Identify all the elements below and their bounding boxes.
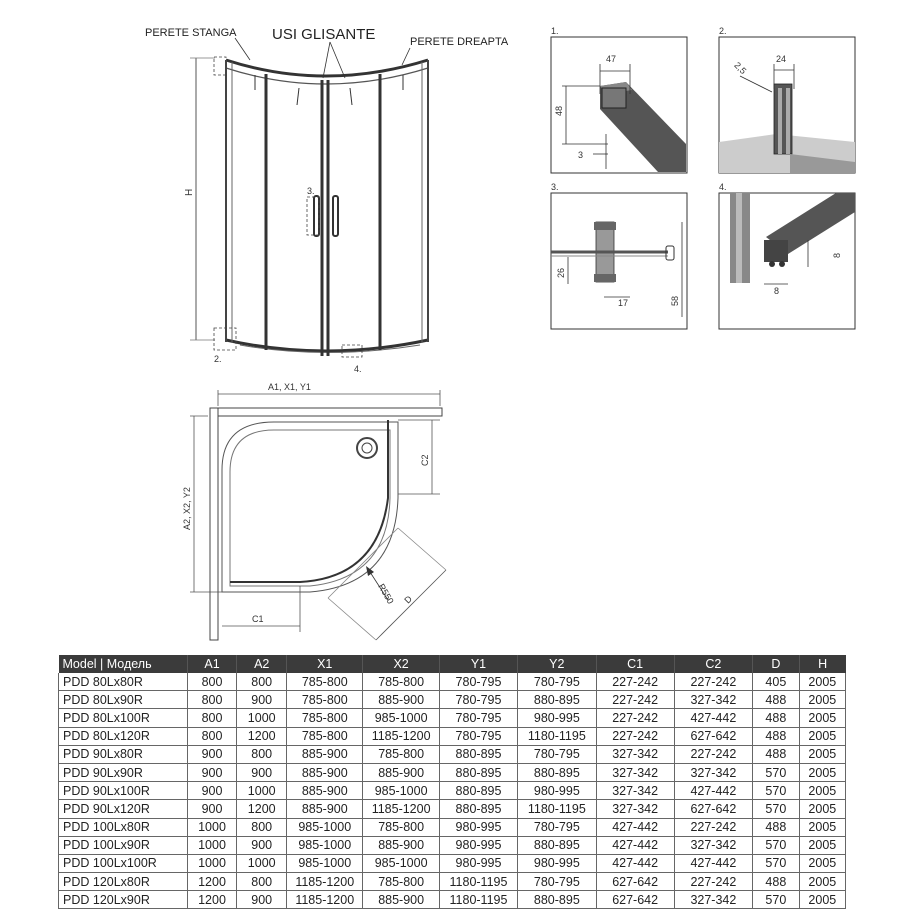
cell-a1: 800: [187, 709, 237, 727]
detail-3-dim-b: 17: [618, 298, 629, 308]
detail-2-drawing: [716, 24, 858, 176]
cell-x2: 785-800: [363, 873, 439, 891]
cell-d: 488: [753, 745, 800, 763]
detail-1-dim-c: 3: [578, 150, 584, 160]
cell-c2: 227-242: [674, 818, 752, 836]
cell-y2: 780-795: [518, 818, 596, 836]
table-row: [59, 782, 846, 800]
cell-model: PDD 90Lx80R: [59, 745, 188, 763]
cell-x1: 785-800: [287, 727, 363, 745]
cell-c2: 327-342: [674, 691, 752, 709]
cell-y1: 780-795: [439, 691, 517, 709]
cell-y2: 880-895: [518, 891, 596, 909]
cell-a1: 800: [187, 691, 237, 709]
plan-c2-label: C2: [420, 454, 430, 466]
cell-h: 2005: [799, 745, 845, 763]
cell-x2: 885-900: [363, 836, 439, 854]
cell-c2: 327-342: [674, 763, 752, 781]
cell-a1: 1200: [187, 891, 237, 909]
cell-a1: 1200: [187, 873, 237, 891]
cell-x1: 1185-1200: [287, 873, 363, 891]
table-row: [59, 891, 846, 909]
cell-a1: 800: [187, 727, 237, 745]
cell-model: PDD 80Lx120R: [59, 727, 188, 745]
table-header-row: [59, 655, 846, 673]
height-label: H: [184, 188, 195, 196]
cell-y1: 980-995: [439, 854, 517, 872]
dimensions-table: [58, 655, 846, 909]
cell-y1: 880-895: [439, 763, 517, 781]
detail-1-dim-a: 47: [606, 54, 617, 64]
detail-1-drawing: [548, 24, 690, 176]
header-a1: A1: [187, 655, 237, 673]
cell-d: 488: [753, 709, 800, 727]
cell-d: 570: [753, 763, 800, 781]
cell-c1: 427-442: [596, 854, 674, 872]
plan-c1-label: C1: [252, 614, 264, 624]
cell-model: PDD 100Lx100R: [59, 854, 188, 872]
cell-model: PDD 90Lx100R: [59, 782, 188, 800]
cell-h: 2005: [799, 873, 845, 891]
cell-d: 570: [753, 891, 800, 909]
cell-y1: 780-795: [439, 709, 517, 727]
cell-h: 2005: [799, 818, 845, 836]
cell-y2: 1180-1195: [518, 727, 596, 745]
cell-model: PDD 80Lx90R: [59, 691, 188, 709]
cell-y2: 980-995: [518, 709, 596, 727]
cell-c1: 627-642: [596, 891, 674, 909]
detail-2-number: 2.: [719, 26, 727, 36]
table-row: [59, 800, 846, 818]
cell-a1: 1000: [187, 836, 237, 854]
callout-2-label: 2.: [214, 354, 222, 364]
detail-3-dim-a: 26: [556, 267, 566, 278]
cell-x2: 885-900: [363, 763, 439, 781]
cell-y2: 780-795: [518, 873, 596, 891]
cell-d: 405: [753, 673, 800, 691]
cell-y2: 1180-1195: [518, 800, 596, 818]
cell-model: PDD 90Lx90R: [59, 763, 188, 781]
cell-a2: 1000: [237, 782, 287, 800]
table-row: [59, 873, 846, 891]
cell-x1: 985-1000: [287, 836, 363, 854]
cell-c1: 327-342: [596, 800, 674, 818]
cell-x2: 985-1000: [363, 709, 439, 727]
right-panel-label: PERETE DREAPTA: [410, 36, 509, 48]
callout-4-label: 4.: [354, 364, 362, 374]
cell-h: 2005: [799, 673, 845, 691]
plan-drawing: [170, 375, 460, 650]
cell-x1: 785-800: [287, 691, 363, 709]
cell-x1: 785-800: [287, 709, 363, 727]
table-row: [59, 854, 846, 872]
cell-c1: 227-242: [596, 709, 674, 727]
header-a2: A2: [237, 655, 287, 673]
cell-y1: 880-895: [439, 800, 517, 818]
cell-x1: 885-900: [287, 763, 363, 781]
cell-y1: 780-795: [439, 727, 517, 745]
detail-2-dim-a: 2,5: [732, 60, 749, 77]
header-model: Model | Модель: [59, 655, 188, 673]
header-x2: X2: [363, 655, 439, 673]
cell-y2: 780-795: [518, 673, 596, 691]
plan-radius-label: R550: [376, 582, 396, 606]
cell-x2: 785-800: [363, 818, 439, 836]
cell-x1: 985-1000: [287, 854, 363, 872]
detail-1-number: 1.: [551, 26, 559, 36]
table-row: [59, 727, 846, 745]
table-body: [59, 673, 846, 909]
cell-h: 2005: [799, 763, 845, 781]
cell-model: PDD 120Lx80R: [59, 873, 188, 891]
elevation-drawing: [180, 20, 540, 380]
cell-y1: 780-795: [439, 673, 517, 691]
cell-y2: 880-895: [518, 836, 596, 854]
header-c2: C2: [674, 655, 752, 673]
cell-y2: 980-995: [518, 854, 596, 872]
cell-c2: 427-442: [674, 854, 752, 872]
cell-c1: 227-242: [596, 727, 674, 745]
detail-3-number: 3.: [551, 182, 559, 192]
cell-h: 2005: [799, 709, 845, 727]
cell-d: 488: [753, 727, 800, 745]
cell-model: PDD 80Lx100R: [59, 709, 188, 727]
cell-x2: 785-800: [363, 745, 439, 763]
cell-a2: 1000: [237, 709, 287, 727]
cell-y2: 980-995: [518, 782, 596, 800]
header-x1: X1: [287, 655, 363, 673]
detail-4-dim-b: 8: [774, 286, 780, 296]
cell-c2: 227-242: [674, 873, 752, 891]
cell-h: 2005: [799, 891, 845, 909]
table-row: [59, 763, 846, 781]
cell-h: 2005: [799, 800, 845, 818]
cell-d: 570: [753, 782, 800, 800]
table-row: [59, 709, 846, 727]
detail-4-dim-a: 8: [832, 252, 842, 258]
cell-c2: 227-242: [674, 673, 752, 691]
cell-model: PDD 120Lx90R: [59, 891, 188, 909]
cell-d: 488: [753, 691, 800, 709]
cell-a2: 800: [237, 873, 287, 891]
cell-x1: 785-800: [287, 673, 363, 691]
cell-a2: 900: [237, 836, 287, 854]
cell-h: 2005: [799, 836, 845, 854]
cell-c1: 427-442: [596, 818, 674, 836]
cell-h: 2005: [799, 854, 845, 872]
cell-c2: 627-642: [674, 727, 752, 745]
cell-y1: 1180-1195: [439, 873, 517, 891]
table-row: [59, 691, 846, 709]
cell-a1: 800: [187, 673, 237, 691]
cell-a2: 900: [237, 763, 287, 781]
cell-c2: 227-242: [674, 745, 752, 763]
cell-a2: 900: [237, 891, 287, 909]
cell-x1: 885-900: [287, 800, 363, 818]
cell-x1: 885-900: [287, 782, 363, 800]
detail-4-drawing: [716, 182, 858, 332]
cell-x2: 885-900: [363, 891, 439, 909]
cell-a1: 900: [187, 800, 237, 818]
cell-a1: 900: [187, 763, 237, 781]
cell-h: 2005: [799, 727, 845, 745]
table-row: [59, 745, 846, 763]
detail-3-dim-c: 58: [670, 295, 680, 306]
cell-a1: 1000: [187, 818, 237, 836]
header-c1: C1: [596, 655, 674, 673]
cell-model: PDD 80Lx80R: [59, 673, 188, 691]
cell-c1: 227-242: [596, 691, 674, 709]
cell-a2: 800: [237, 818, 287, 836]
detail-2-dim-b: 24: [776, 54, 787, 64]
cell-c1: 227-242: [596, 673, 674, 691]
cell-x1: 885-900: [287, 745, 363, 763]
callout-3-label: 3.: [307, 186, 315, 196]
cell-y1: 1180-1195: [439, 891, 517, 909]
detail-3-drawing: [548, 182, 690, 332]
left-panel-label: PERETE STANGA: [145, 27, 237, 39]
cell-x1: 985-1000: [287, 818, 363, 836]
cell-d: 570: [753, 836, 800, 854]
cell-a1: 900: [187, 782, 237, 800]
detail-1-dim-b: 48: [554, 105, 564, 116]
cell-y1: 880-895: [439, 745, 517, 763]
cell-x2: 1185-1200: [363, 727, 439, 745]
cell-d: 570: [753, 854, 800, 872]
cell-y2: 880-895: [518, 763, 596, 781]
cell-h: 2005: [799, 782, 845, 800]
detail-4-number: 4.: [719, 182, 727, 192]
table-row: [59, 836, 846, 854]
header-y2: Y2: [518, 655, 596, 673]
cell-h: 2005: [799, 691, 845, 709]
header-d: D: [753, 655, 800, 673]
cell-a1: 900: [187, 745, 237, 763]
cell-c1: 427-442: [596, 836, 674, 854]
cell-d: 488: [753, 873, 800, 891]
doors-label: USI GLISANTE: [272, 26, 376, 43]
header-y1: Y1: [439, 655, 517, 673]
table-row: [59, 673, 846, 691]
cell-y2: 880-895: [518, 691, 596, 709]
cell-x2: 1185-1200: [363, 800, 439, 818]
cell-x2: 985-1000: [363, 782, 439, 800]
cell-a2: 800: [237, 673, 287, 691]
cell-model: PDD 90Lx120R: [59, 800, 188, 818]
cell-d: 488: [753, 818, 800, 836]
table-row: [59, 818, 846, 836]
cell-c2: 327-342: [674, 836, 752, 854]
cell-x1: 1185-1200: [287, 891, 363, 909]
cell-y1: 980-995: [439, 836, 517, 854]
cell-y1: 880-895: [439, 782, 517, 800]
cell-model: PDD 100Lx80R: [59, 818, 188, 836]
cell-model: PDD 100Lx90R: [59, 836, 188, 854]
plan-side-dimension: A2, X2, Y2: [182, 487, 192, 530]
cell-c2: 327-342: [674, 891, 752, 909]
cell-x2: 985-1000: [363, 854, 439, 872]
plan-d-label: D: [402, 593, 415, 606]
cell-d: 570: [753, 800, 800, 818]
cell-a2: 900: [237, 691, 287, 709]
cell-a2: 800: [237, 745, 287, 763]
cell-a2: 1000: [237, 854, 287, 872]
cell-c1: 327-342: [596, 763, 674, 781]
cell-c2: 627-642: [674, 800, 752, 818]
cell-y1: 980-995: [439, 818, 517, 836]
cell-a2: 1200: [237, 800, 287, 818]
cell-c1: 627-642: [596, 873, 674, 891]
cell-a1: 1000: [187, 854, 237, 872]
cell-x2: 785-800: [363, 673, 439, 691]
cell-x2: 885-900: [363, 691, 439, 709]
cell-c1: 327-342: [596, 782, 674, 800]
plan-top-dimension: A1, X1, Y1: [268, 382, 311, 392]
header-h: H: [799, 655, 845, 673]
cell-c1: 327-342: [596, 745, 674, 763]
cell-c2: 427-442: [674, 709, 752, 727]
cell-c2: 427-442: [674, 782, 752, 800]
cell-a2: 1200: [237, 727, 287, 745]
cell-y2: 780-795: [518, 745, 596, 763]
